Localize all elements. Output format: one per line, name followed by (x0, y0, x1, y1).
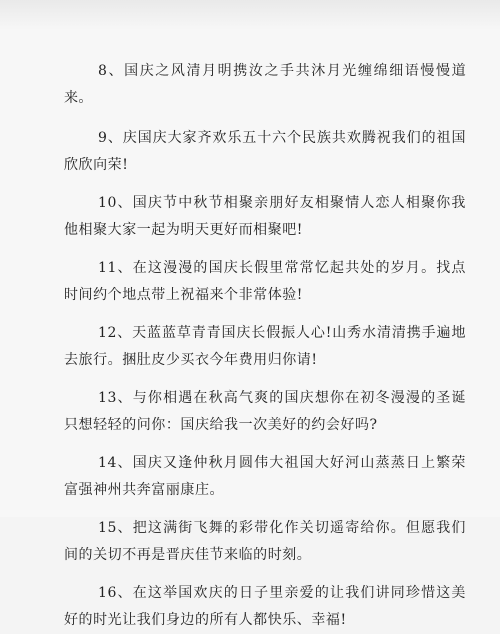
list-item-text: 13、与你相遇在秋高气爽的国庆想你在初冬漫漫的圣诞只想轻轻的问你：国庆给我一次美好的约会好吗? (64, 390, 466, 433)
list-item-text: 8、国庆之风清月明携汝之手共沐月光缠绵细语慢慢道来。 (64, 63, 466, 106)
list-item-12 (64, 320, 466, 374)
list-item-15 (64, 515, 466, 569)
list-item-text: 9、庆国庆大家齐欢乐五十六个民族共欢腾祝我们的祖国欣欣向荣! (64, 130, 466, 173)
list-item-text: 12、天蓝蓝草青青国庆长假振人心!山秀水清清携手遍地去旅行。捆肚皮少买衣今年费用归你请! (64, 325, 466, 368)
list-item-9 (64, 125, 466, 179)
bottom-fade (0, 499, 500, 517)
list-item-11 (64, 255, 466, 309)
top-shadow (0, 0, 500, 30)
greeting-list (64, 58, 466, 634)
list-item-text: 15、把这满街飞舞的彩带化作关切遥寄给你。但愿我们间的关切不再是晋庆佳节来临的时刻。 (64, 520, 466, 563)
list-item-16 (64, 580, 466, 634)
list-item-text: 10、国庆节中秋节相聚亲朋好友相聚情人恋人相聚你我他相聚大家一起为明天更好而相聚吧! (64, 195, 466, 238)
list-item-text: 14、国庆又逢仲秋月圆伟大祖国大好河山蒸蒸日上繁荣富强神州共奔富丽康庄。 (64, 455, 466, 498)
list-item-10 (64, 190, 466, 244)
list-item-text: 16、在这举国欢庆的日子里亲爱的让我们讲同珍惜这美好的时光让我们身边的所有人都快乐、幸福! (64, 585, 466, 628)
list-item-13 (64, 385, 466, 439)
list-item-8 (64, 58, 466, 112)
list-item-text: 11、在这漫漫的国庆长假里常常忆起共处的岁月。找点时间约个地点带上祝福来个非常体验! (64, 260, 466, 303)
list-item-14 (64, 450, 466, 504)
